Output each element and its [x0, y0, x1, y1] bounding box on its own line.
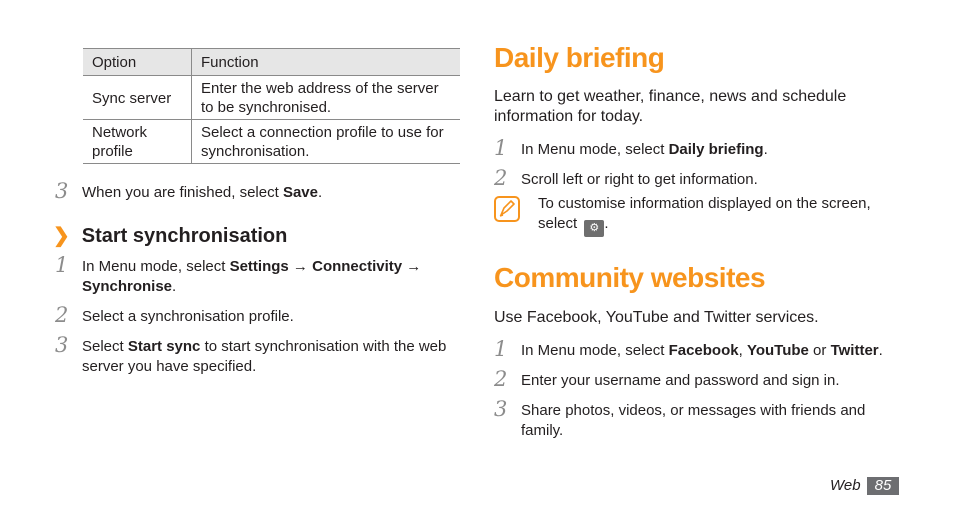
- community-step-3: [494, 397, 881, 441]
- subheading-start-sync: [53, 223, 287, 248]
- sync-step-1: [55, 253, 452, 297]
- column-header-option: Option: [83, 49, 192, 76]
- step-number: 1: [55, 253, 69, 277]
- daily-step-1: [494, 136, 901, 160]
- community-step-1: [494, 337, 911, 361]
- step-text: Share photos, videos, or messages with friends and family.: [521, 402, 866, 439]
- step-number: 2: [494, 166, 508, 190]
- table-cell-option: Sync server: [83, 76, 192, 120]
- step-number: 2: [494, 367, 508, 391]
- punctuation: .: [172, 278, 177, 295]
- twitter-label: Twitter: [830, 342, 879, 359]
- community-step-2: [494, 367, 911, 391]
- daily-note: [538, 194, 898, 237]
- gear-icon: ⚙: [584, 220, 604, 237]
- step-finish: [55, 179, 462, 203]
- step-text: In Menu mode, select: [521, 342, 669, 359]
- table-row: [83, 76, 460, 120]
- step-number: 1: [494, 337, 508, 361]
- punctuation: .: [878, 342, 883, 359]
- punctuation: .: [604, 215, 609, 232]
- punctuation: .: [763, 141, 768, 158]
- step-text: In Menu mode, select: [82, 258, 230, 275]
- start-sync-label: Start sync: [127, 338, 201, 355]
- footer-section-name: Web: [830, 477, 861, 494]
- options-table: [83, 48, 460, 164]
- subheading-text: Start synchronisation: [81, 225, 288, 247]
- table-cell-function: Select a connection profile to use for synchronisation.: [192, 120, 461, 164]
- step-text: When you are finished, select: [82, 184, 283, 201]
- table-header-row: [83, 49, 460, 76]
- daily-step-2: [494, 166, 901, 190]
- heading-community-websites: Community websites: [494, 262, 766, 293]
- punctuation: .: [318, 184, 323, 201]
- community-intro: Use Facebook, YouTube and Twitter services.: [494, 309, 819, 326]
- step-number: 3: [55, 333, 69, 357]
- step-text: Scroll left or right to get information.: [521, 171, 758, 188]
- table-row: [83, 120, 460, 164]
- save-label: Save: [282, 184, 318, 201]
- chevron-right-icon: ❯: [53, 225, 70, 247]
- heading-daily-briefing: Daily briefing: [494, 42, 665, 73]
- connectivity-label: Connectivity: [312, 258, 403, 275]
- sync-step-2: [55, 303, 452, 327]
- settings-label: Settings: [229, 258, 289, 275]
- step-number: 2: [55, 303, 69, 327]
- synchronise-label: Synchronise: [82, 278, 173, 295]
- step-text: Select a synchronisation profile.: [82, 308, 294, 325]
- sync-step-3: [55, 333, 464, 377]
- daily-briefing-label: Daily briefing: [668, 141, 764, 158]
- arrow-icon: →: [402, 258, 422, 275]
- note-text: To customise information displayed on the screen, select: [538, 195, 871, 232]
- table-cell-option: Network profile: [83, 120, 192, 164]
- table-cell-function: Enter the web address of the server to be synchronised.: [192, 76, 461, 120]
- daily-intro: Learn to get weather, finance, news and schedule information for today.: [494, 88, 847, 125]
- arrow-icon: →: [288, 258, 313, 275]
- step-text: or: [808, 342, 831, 359]
- punctuation: ,: [738, 342, 747, 359]
- step-number: 3: [55, 179, 69, 203]
- step-text: In Menu mode, select: [521, 141, 669, 158]
- facebook-label: Facebook: [668, 342, 739, 359]
- page-number-badge: 85: [867, 477, 899, 495]
- step-text: Select: [82, 338, 128, 355]
- step-text: Enter your username and password and sign in.: [521, 372, 840, 389]
- step-number: 1: [494, 136, 508, 160]
- column-header-function: Function: [192, 49, 461, 76]
- step-number: 3: [494, 397, 508, 421]
- step-text: to start synchronisation with the web server you have specified.: [82, 338, 447, 375]
- note-icon: [494, 196, 520, 222]
- youtube-label: YouTube: [746, 342, 809, 359]
